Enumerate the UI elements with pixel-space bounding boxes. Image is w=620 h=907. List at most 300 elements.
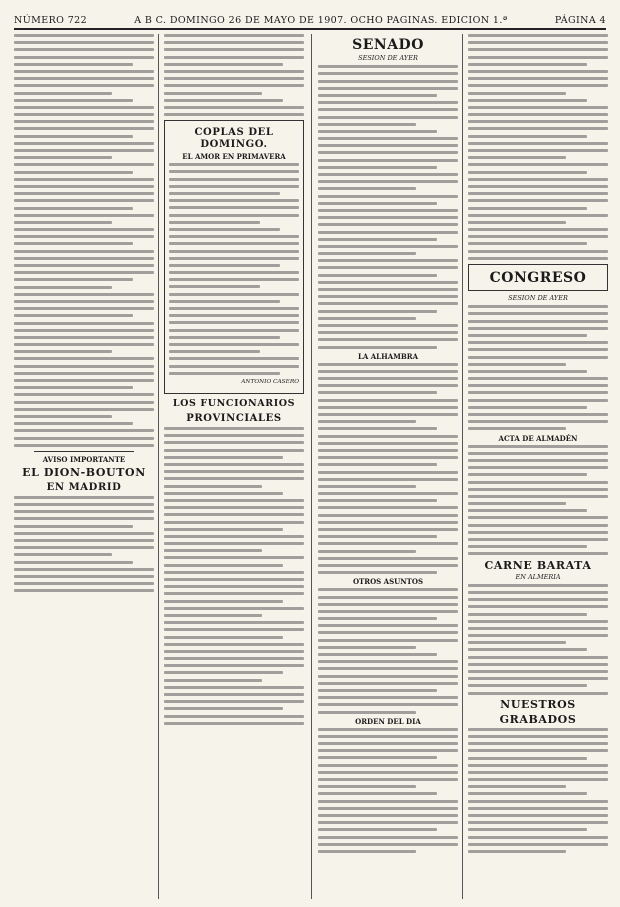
text-line bbox=[164, 607, 304, 610]
text-line bbox=[318, 137, 458, 140]
text-line bbox=[14, 379, 154, 382]
text-line bbox=[14, 429, 154, 432]
text-line bbox=[318, 492, 458, 495]
text-line bbox=[169, 163, 299, 166]
text-line bbox=[318, 653, 437, 656]
text-line bbox=[169, 264, 280, 267]
column-4 bbox=[468, 34, 608, 901]
text-line bbox=[468, 459, 608, 462]
text-line bbox=[318, 151, 458, 154]
text-line bbox=[14, 307, 154, 310]
text-line bbox=[164, 477, 304, 480]
text-line bbox=[14, 185, 154, 188]
text-line bbox=[318, 778, 458, 781]
text-line bbox=[164, 535, 304, 538]
text-line bbox=[14, 77, 154, 80]
text-line bbox=[468, 598, 608, 601]
text-line bbox=[318, 749, 458, 752]
text-line bbox=[14, 199, 154, 202]
text-line bbox=[318, 843, 458, 846]
text-line bbox=[164, 513, 304, 516]
text-line bbox=[318, 130, 437, 133]
text-line bbox=[14, 113, 154, 116]
text-line bbox=[318, 288, 458, 291]
text-line bbox=[318, 610, 458, 613]
text-line bbox=[318, 317, 416, 320]
text-line bbox=[169, 314, 299, 317]
text-line bbox=[318, 564, 458, 567]
text-line bbox=[318, 836, 458, 839]
text-line bbox=[169, 250, 299, 253]
text-line bbox=[318, 485, 416, 488]
text-line bbox=[468, 199, 608, 202]
text-line bbox=[14, 539, 154, 542]
text-line bbox=[164, 564, 283, 567]
text-line bbox=[318, 478, 458, 481]
text-line bbox=[468, 135, 587, 138]
text-line bbox=[468, 814, 608, 817]
text-line bbox=[318, 792, 437, 795]
article-text bbox=[14, 34, 154, 447]
text-line bbox=[318, 660, 458, 663]
text-line bbox=[468, 684, 587, 687]
text-line bbox=[14, 553, 112, 556]
text-line bbox=[468, 192, 608, 195]
text-line bbox=[318, 144, 458, 147]
text-line bbox=[318, 557, 458, 560]
section-title-congreso: CONGRESO bbox=[489, 270, 587, 286]
text-line bbox=[468, 370, 587, 373]
text-line bbox=[318, 814, 458, 817]
text-line bbox=[318, 828, 437, 831]
text-line bbox=[318, 800, 458, 803]
text-line bbox=[318, 535, 437, 538]
text-line bbox=[318, 391, 437, 394]
text-line bbox=[468, 771, 608, 774]
text-line bbox=[318, 499, 437, 502]
text-line bbox=[164, 48, 304, 51]
text-line bbox=[164, 621, 304, 624]
text-line bbox=[468, 850, 566, 853]
text-line bbox=[318, 703, 458, 706]
text-line bbox=[468, 591, 608, 594]
text-line bbox=[468, 552, 608, 555]
text-line bbox=[164, 700, 304, 703]
text-line bbox=[318, 202, 437, 205]
text-line bbox=[164, 578, 304, 581]
text-line bbox=[468, 466, 608, 469]
divider bbox=[34, 451, 134, 452]
text-line bbox=[318, 346, 437, 349]
text-line bbox=[164, 99, 283, 102]
text-line bbox=[14, 56, 154, 59]
article-text bbox=[318, 728, 458, 853]
text-line bbox=[318, 324, 458, 327]
text-line bbox=[14, 84, 154, 87]
text-line bbox=[468, 56, 608, 59]
text-line bbox=[14, 120, 154, 123]
text-line bbox=[468, 327, 608, 330]
article-headline-2: PROVINCIALES bbox=[186, 413, 282, 425]
text-line bbox=[169, 300, 280, 303]
text-line bbox=[468, 127, 608, 130]
text-line bbox=[169, 293, 299, 296]
text-line bbox=[468, 785, 566, 788]
text-line bbox=[468, 778, 608, 781]
text-line bbox=[14, 92, 112, 95]
text-line bbox=[468, 792, 587, 795]
text-line bbox=[164, 456, 283, 459]
text-line bbox=[164, 671, 283, 674]
text-line bbox=[318, 689, 437, 692]
text-line bbox=[318, 180, 458, 183]
text-line bbox=[468, 509, 587, 512]
text-line bbox=[318, 471, 458, 474]
text-line bbox=[468, 445, 608, 448]
text-line bbox=[164, 643, 304, 646]
text-line bbox=[318, 399, 458, 402]
poem-text bbox=[169, 163, 299, 374]
text-line bbox=[318, 456, 458, 459]
text-line bbox=[318, 442, 458, 445]
text-line bbox=[468, 742, 608, 745]
text-line bbox=[14, 142, 154, 145]
poem-title: COPLAS DEL DOMINGO. bbox=[194, 127, 274, 151]
subsection-title: LA ALHAMBRA bbox=[357, 351, 419, 361]
text-line bbox=[164, 521, 304, 524]
text-line bbox=[318, 187, 416, 190]
text-line bbox=[318, 588, 458, 591]
text-line bbox=[468, 156, 566, 159]
article-text bbox=[14, 496, 154, 592]
text-line bbox=[468, 178, 608, 181]
text-line bbox=[14, 386, 133, 389]
text-line bbox=[318, 231, 458, 234]
text-line bbox=[169, 350, 260, 353]
text-line bbox=[318, 771, 458, 774]
text-line bbox=[164, 592, 304, 595]
text-line bbox=[14, 408, 154, 411]
text-line bbox=[164, 463, 304, 466]
text-line bbox=[318, 696, 458, 699]
article-headline: NUESTROS bbox=[500, 697, 576, 711]
text-line bbox=[14, 149, 154, 152]
text-line bbox=[468, 836, 608, 839]
text-line bbox=[14, 401, 154, 404]
text-line bbox=[14, 322, 154, 325]
poem-subtitle: EL AMOR EN PRIMAVERA bbox=[182, 152, 286, 162]
notice-label: AVISO IMPORTANTE bbox=[42, 454, 126, 464]
page-header bbox=[14, 8, 606, 30]
text-line bbox=[169, 307, 299, 310]
text-line bbox=[468, 728, 608, 731]
text-line bbox=[164, 113, 304, 116]
article-text bbox=[318, 65, 458, 348]
text-line bbox=[468, 692, 608, 695]
text-line bbox=[169, 357, 299, 360]
text-line bbox=[14, 300, 154, 303]
text-line bbox=[14, 178, 154, 181]
text-line bbox=[169, 235, 299, 238]
text-line bbox=[318, 603, 458, 606]
text-line bbox=[318, 850, 416, 853]
text-line bbox=[468, 106, 608, 109]
text-line bbox=[318, 195, 458, 198]
text-line bbox=[318, 173, 458, 176]
text-line bbox=[468, 420, 608, 423]
subsection-title: ACTA DE ALMADÉN bbox=[498, 433, 578, 443]
text-line bbox=[14, 357, 154, 360]
article-text bbox=[468, 445, 608, 556]
column-1 bbox=[14, 34, 154, 901]
text-line bbox=[468, 113, 608, 116]
text-line bbox=[468, 348, 608, 351]
text-line bbox=[14, 70, 154, 73]
congreso-box bbox=[468, 264, 608, 291]
text-line bbox=[468, 843, 608, 846]
masthead-line: A B C. DOMINGO 26 DE MAYO DE 1907. OCHO PAGINAS. EDICION 1.ª bbox=[134, 15, 508, 26]
text-line bbox=[318, 384, 458, 387]
text-line bbox=[468, 41, 608, 44]
text-line bbox=[164, 614, 262, 617]
text-line bbox=[318, 807, 458, 810]
text-line bbox=[164, 657, 304, 660]
text-line bbox=[14, 286, 112, 289]
text-line bbox=[14, 525, 133, 528]
text-line bbox=[14, 372, 154, 375]
text-line bbox=[318, 338, 458, 341]
text-line bbox=[318, 646, 416, 649]
text-line bbox=[468, 634, 608, 637]
text-line bbox=[468, 524, 608, 527]
text-line bbox=[14, 293, 154, 296]
text-line bbox=[14, 517, 154, 520]
text-line bbox=[14, 41, 154, 44]
text-line bbox=[468, 320, 608, 323]
text-line bbox=[164, 679, 262, 682]
text-line bbox=[164, 441, 304, 444]
text-line bbox=[318, 667, 458, 670]
text-line bbox=[14, 343, 154, 346]
subsection-title: ORDEN DEL DIA bbox=[355, 716, 421, 726]
text-line bbox=[14, 329, 154, 332]
text-line bbox=[164, 636, 283, 639]
text-line bbox=[164, 70, 304, 73]
text-line bbox=[169, 206, 299, 209]
text-line bbox=[468, 502, 566, 505]
text-line bbox=[164, 506, 304, 509]
text-line bbox=[468, 356, 608, 359]
text-line bbox=[164, 41, 304, 44]
text-line bbox=[14, 127, 154, 130]
text-line bbox=[318, 617, 437, 620]
text-line bbox=[318, 108, 458, 111]
text-line bbox=[14, 207, 133, 210]
text-line bbox=[14, 163, 154, 166]
text-line bbox=[468, 334, 587, 337]
text-line bbox=[318, 80, 458, 83]
text-line bbox=[14, 264, 154, 267]
text-line bbox=[318, 406, 458, 409]
text-line bbox=[468, 242, 587, 245]
text-line bbox=[468, 663, 608, 666]
column-rule bbox=[311, 34, 312, 899]
text-line bbox=[468, 677, 608, 680]
text-line bbox=[318, 550, 416, 553]
text-line bbox=[468, 413, 608, 416]
text-line bbox=[169, 221, 260, 224]
text-line bbox=[318, 413, 458, 416]
text-line bbox=[14, 257, 154, 260]
text-line bbox=[164, 722, 304, 725]
text-line bbox=[318, 420, 416, 423]
text-line bbox=[169, 199, 299, 202]
text-line bbox=[318, 435, 458, 438]
text-line bbox=[14, 106, 154, 109]
article-text bbox=[468, 584, 608, 695]
text-line bbox=[468, 641, 566, 644]
subsection-title: OTROS ASUNTOS bbox=[352, 577, 424, 587]
text-line bbox=[169, 192, 280, 195]
text-line bbox=[164, 34, 304, 37]
text-line bbox=[164, 470, 304, 473]
text-line bbox=[169, 336, 280, 339]
text-line bbox=[164, 492, 283, 495]
text-line bbox=[164, 106, 304, 109]
article-text bbox=[468, 728, 608, 853]
article-headline-2: EN MADRID bbox=[46, 481, 122, 493]
text-line bbox=[318, 238, 437, 241]
text-line bbox=[318, 528, 458, 531]
text-line bbox=[318, 785, 416, 788]
article-text bbox=[318, 363, 458, 574]
text-line bbox=[468, 92, 566, 95]
text-line bbox=[318, 449, 458, 452]
text-line bbox=[14, 278, 133, 281]
text-line bbox=[164, 585, 304, 588]
text-line bbox=[318, 87, 458, 90]
text-line bbox=[164, 485, 262, 488]
text-line bbox=[468, 656, 608, 659]
text-line bbox=[468, 828, 587, 831]
text-line bbox=[318, 302, 458, 305]
text-line bbox=[318, 742, 458, 745]
text-line bbox=[169, 372, 280, 375]
article-text bbox=[164, 427, 304, 725]
text-line bbox=[318, 363, 458, 366]
text-line bbox=[468, 384, 608, 387]
poem-author: ANTONIO CASERO bbox=[241, 378, 299, 385]
text-line bbox=[164, 571, 304, 574]
page-number: PÁGINA 4 bbox=[554, 15, 606, 26]
column-rule bbox=[462, 34, 463, 899]
text-line bbox=[318, 65, 458, 68]
text-line bbox=[468, 207, 587, 210]
article-text bbox=[468, 34, 608, 260]
text-line bbox=[318, 639, 458, 642]
text-line bbox=[468, 214, 608, 217]
text-line bbox=[14, 496, 154, 499]
text-line bbox=[14, 561, 133, 564]
text-line bbox=[468, 257, 608, 260]
column-2 bbox=[164, 34, 304, 901]
text-line bbox=[468, 531, 608, 534]
text-line bbox=[468, 584, 608, 587]
text-line bbox=[468, 605, 608, 608]
text-line bbox=[468, 341, 608, 344]
text-line bbox=[318, 735, 458, 738]
text-line bbox=[318, 506, 458, 509]
text-line bbox=[14, 135, 133, 138]
text-line bbox=[468, 670, 608, 673]
text-line bbox=[169, 185, 299, 188]
section-subtitle: SESION DE AYER bbox=[358, 54, 418, 62]
text-line bbox=[318, 756, 437, 759]
text-line bbox=[318, 310, 437, 313]
text-line bbox=[468, 77, 608, 80]
text-line bbox=[14, 532, 154, 535]
text-line bbox=[318, 223, 458, 226]
text-line bbox=[318, 166, 437, 169]
article-headline-2: GRABADOS bbox=[499, 712, 577, 726]
section-title-senado: SENADO bbox=[352, 37, 424, 53]
text-line bbox=[468, 120, 608, 123]
text-line bbox=[318, 252, 416, 255]
text-line bbox=[468, 821, 608, 824]
text-line bbox=[318, 596, 458, 599]
text-line bbox=[169, 170, 299, 173]
text-line bbox=[14, 568, 154, 571]
text-line bbox=[14, 336, 154, 339]
text-line bbox=[14, 242, 133, 245]
text-line bbox=[14, 437, 154, 440]
text-line bbox=[468, 406, 587, 409]
text-line bbox=[14, 415, 112, 418]
text-line bbox=[14, 214, 154, 217]
text-line bbox=[14, 63, 133, 66]
text-line bbox=[164, 56, 304, 59]
text-line bbox=[14, 422, 133, 425]
text-line bbox=[468, 377, 608, 380]
text-line bbox=[318, 542, 458, 545]
text-line bbox=[468, 142, 608, 145]
text-line bbox=[468, 221, 566, 224]
text-line bbox=[468, 149, 608, 152]
text-line bbox=[164, 549, 262, 552]
text-line bbox=[14, 365, 154, 368]
text-line bbox=[14, 350, 112, 353]
text-line bbox=[318, 675, 458, 678]
text-line bbox=[468, 495, 608, 498]
text-line bbox=[318, 94, 437, 97]
text-line bbox=[164, 707, 283, 710]
text-line bbox=[318, 631, 458, 634]
text-line bbox=[164, 556, 304, 559]
text-line bbox=[318, 331, 458, 334]
text-line bbox=[468, 620, 608, 623]
text-line bbox=[468, 84, 608, 87]
text-line bbox=[318, 682, 458, 685]
text-line bbox=[468, 63, 587, 66]
article-headline: CARNE BARATA bbox=[484, 558, 592, 572]
text-line bbox=[14, 235, 154, 238]
text-line bbox=[14, 99, 133, 102]
text-line bbox=[468, 34, 608, 37]
text-line bbox=[169, 271, 299, 274]
text-line bbox=[468, 185, 608, 188]
text-line bbox=[164, 63, 283, 66]
text-line bbox=[164, 84, 304, 87]
